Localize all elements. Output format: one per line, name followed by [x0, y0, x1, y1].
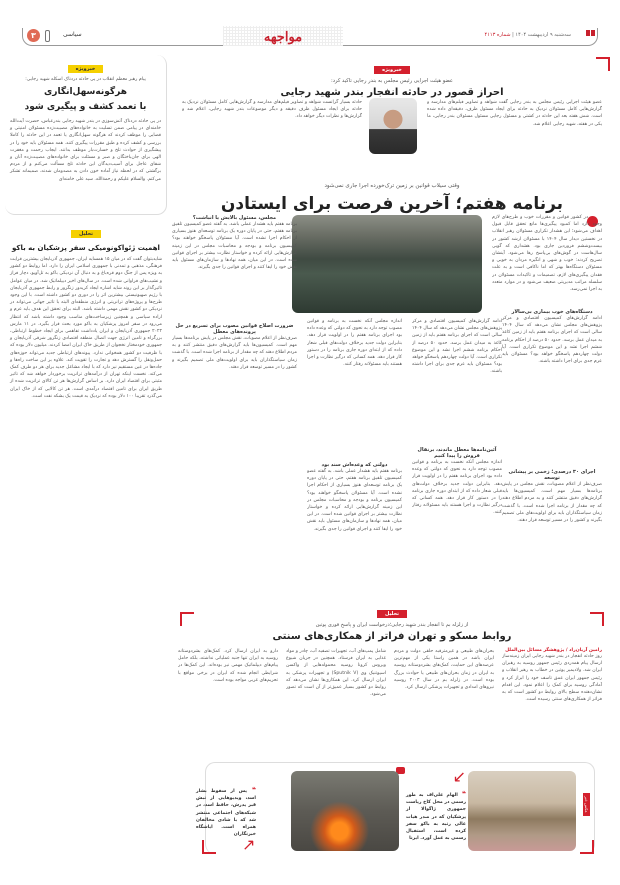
russia-iran-title[interactable]: روابط مسکو و تهران فراتر از همکاری‌های سنتی	[272, 631, 512, 642]
russia-col-2: بحران‌های طبیعی و غیرمترقبه حلقی دولت و مردم ایران باشد در همین راستا یکی از مهم‌ترین عرصه‌های این حمایت، کمک‌های بشردوستانه روسیه به ایران در زمان بحران‌های طبیعی یا حوادث بزرگ بوده است. در زلزله بم در سال ۲۰۰۳ روسیه نیروهای امدادی و تجهیزات پزشکی ارسال کرد.	[394, 649, 494, 691]
subhead-government: دولتی که وعده‌اش سند بود	[321, 462, 388, 468]
top-story-title[interactable]: احراز قصور در حادثه انفجار بندر شهید رجایی	[280, 87, 504, 98]
leader-message-badge: خبرویژه	[68, 65, 104, 73]
russia-col-3: شامل پمپ‌های آب، تجهیزات تصفیه آب، چادر و مواد غذایی به ایران فرستاد. همچنین در جریان شیوع ویروس کرونا روسیه محموله‌هایی از واکسن اسپوتنیک وی (Sputnik V) و تجهیزات پزشکی به ایران ارسال کرد. این همکاری‌ها نشان می‌دهد که روابط دو کشور بسیار عمیق‌تر از آن است که تصور می‌شود.	[286, 649, 386, 698]
main-story-lead: در کشور قوانین و مقررات خوب و طرح‌های لازم وجود دارد اما کمبود پیگیری‌ها مانع تحقق قابل قبول اهداف می‌شود؛ این هشدار تکراری مسئولان رهبر انقلاب در نخستین دیدار سال ۱۴۰۴ با مسئولان ارشد کشور در بیست‌وششم فروردین جاری بود. هشداری که گویی سال‌هاست در گوش‌های بی‌پاسخ رها می‌شود. آینشان تصریح کردند: خوب و شهی و انگیزه مردان به خوبی و مسئولان دستگاه‌ها بهتر که اما ناکافی است و به علت فقدان پیگیری‌های لازم، تصمیمات و تاکیدات مسئولان در سلسله مراتب مدیریتی ضعیف می‌شود و در موارد متعدد به اجرا نمی‌رسد.	[492, 215, 602, 293]
parliament-photo	[292, 215, 482, 313]
russia-col-4: دارو به ایران ارسال کرد. کمک‌های بشردوستانه روسیه به ایران تنها جنبه عملیاتی نداشته، بلکه حامل پیام‌های دیپلماتیک مهمی نیز بوده‌اند. این کمک‌ها در شرایطی انجام شده که ایران در برخی مواقع با تحریم‌های غربی مواجه بوده است.	[178, 649, 278, 683]
baku-analysis-badge: تحلیل	[71, 230, 101, 238]
leader-message-kicker: پیام رهبر معظم انقلاب در پی حادثه دردناک اسکله شهید رجایی:	[25, 77, 146, 82]
issue-date: سه‌شنبه ۹ اردیبهشت ۱۴۰۴ | شماره ۴۱۱۳	[484, 32, 571, 38]
main-col-1b: صرف‌نظر از اعلام مصوبات، نقش مجلس در پایش برنامه‌ها بسیار مهم است. کمیسیون‌ها باید گزارش‌های دقیق منتشر کنند و به مردم اطلاع دهند که چه مقدار از برنامه اجرا شده است. با گذشت زمان سیاستگذاران باید برای اولویت‌های ملی تصمیم بگیرند و کشور را در مسیر توسعه قرار دهند.	[172, 336, 297, 370]
top-story-card	[172, 55, 612, 175]
top-story-badge: خبرویژه	[374, 66, 410, 74]
russia-iran-card	[172, 600, 612, 760]
russia-iran-badge: تحلیل	[377, 610, 407, 618]
leader-message-title-2[interactable]: با تعمد کشف و پیگیری شود	[24, 102, 147, 112]
corner-decoration	[202, 840, 216, 854]
main-col-2b: برنامه هفتم باید هشدار عملی باشد. به گفته عضو کمیسیون تلفیق برنامه هفتم، حتی در پایان دوره یک برنامه توسعه‌ای هنوز بسیاری از احکام اجرا نشده است. آیا مسئولان پاسخگو خواهند بود؟ کمیسیون برنامه و بودجه و محاسبات مجلس در این زمینه گزارش‌هایی ارائه کرده و خواستار نظارت بیشتر بر اجرای قوانین شده است. در این میان، همه نهادها و سازمان‌های مسئول باید نقش خود را ایفا کنند و اجرای قوانین را جدی بگیرند.	[307, 469, 402, 532]
main-col-3: ادامه گزارش‌های کمیسیون اقتصادی و مرکز پژوهش‌های مجلس نشان می‌دهد که سال ۱۴۰۴ سالی است که اجرای برنامه هفتم باید از زمین کاغذ به میدان عمل برسد. حدود ۵۰ درصد از احکام برنامه ششم اجرا نشد و این موضوع تکراری است. آیا دولت چهاردهم پاسخگو خواهد بود؟ مسئولان باید عزم جدی برای اجرا داشته باشند.	[412, 319, 502, 375]
baku-analysis-card	[5, 220, 167, 820]
main-story-title[interactable]: برنامه هفتم؛ آخرین فرصت برای ایستادن	[220, 194, 564, 214]
tomb-photo-caption: ❝ پس از سقوط بشار اسد، ویدیوهایی از تبش قبر پدرش، حافظ اسد، در شبکه‌های اجتماعی منتشر شد که با شادی مخالفان همراه است. ایاشگاه خبرنگاران	[196, 786, 257, 838]
subhead-parliament: مجلس، مسئول بالایش یا انباشت؟	[192, 215, 277, 221]
main-story	[172, 180, 612, 575]
subhead-thirty-percent: اجرای ۳۰ درصدی؛ زخمی بر پیشانی توسعه	[508, 469, 596, 481]
baku-welcome-photo[interactable]	[468, 771, 576, 851]
author-byline: رامین آریان‌راد / پژوهشگر مسائل بین‌الملل	[505, 648, 602, 653]
masthead-logo[interactable]: مواجهه	[223, 26, 343, 46]
photo-news-strip	[196, 762, 595, 854]
leader-message-body: در پی حادثه دردناک آتش‌سوزی در بندر شهید رجایی بندرعباس، حضرت آیت‌الله خامنه‌ای در پیامی ضمن تسلیت به خانواده‌های مصیبت‌زده مسئولان امنیتی و قضایی را موظف کردند که هرگونه سهل‌انگاری یا تعمد در این حادثه را کاملا بررسی و کشف کرده و طبق مقررات پیگیری کنند. همه مسئولان باید خود را در پیشگیری از حوادث تلخ و خسارت‌بار موظف بدانند. ایجاب رحمت و مغفرت الهی برای جان‌باختگان و صبر و مسئلت برای خانواده‌های مصیبت‌زده آنان و شفای عاجل برای آسیب‌دیدگان این حادثه تلخ مسألت می‌کنم و از مردم برگشتی که در لحظه نیاز آماده خون دادن به مصدومان شدند، صمیمانه تشکر می‌کنم. والسلام علیکم و رحمةالله. سید علی خامنه‌ای	[10, 119, 161, 182]
top-story-kicker: عضو هیئت اجرایی رئیس مجلس به بندر رجایی تاکید کرد:	[330, 78, 454, 84]
main-col-3b: اندازه مجلس آنکه نخست به برنامه و قوانین مصوب توجه دارد به نحوی که دولتی که وعده داده بود اجرای برنامه هفتم را در اولویت قرار دهد. بنابراین دولت جدید برخلاف دولت‌های قبلی شعار داده که از ابتدای دوره جاری برنامه را در دستور کار قرار دهد. همه کسانی که درگیر نظارت و اجرا هستند باید مسئولانه رفتار کنند.	[412, 460, 502, 516]
subhead-regulations: آئین‌نامه‌ها معطل ماندند، برنقال فروش را پیدا کنیم	[417, 447, 497, 459]
tomb-fire-photo[interactable]	[291, 771, 399, 851]
russia-iran-kicker: از زلزله بم تا انفجار بندر شهید رجایی؛درخواست ایران و پاسخ فوری پوتین	[315, 622, 469, 628]
main-col-1: برنامه هفتم باید هشدار عملی باشد. به گفته عضو کمیسیون تلفیق برنامه هفتم، حتی در پایان دوره یک برنامه توسعه‌ای هنوز بسیاری از احکام اجرا نشده است. آیا مسئولان پاسخگو خواهند بود؟ کمیسیون برنامه و بودجه و محاسبات مجلس در این زمینه گزارش‌هایی ارائه کرده و خواستار نظارت بیشتر بر اجرای قوانین شده است. در این میان، همه نهادها و سازمان‌های مسئول باید نقش خود را ایفا کنند و اجرای قوانین را جدی بگیرند.	[172, 222, 297, 271]
page-icon	[45, 30, 50, 42]
arrow-up-right-icon: ↗	[242, 835, 256, 854]
photo-news-label: عکس خبر	[583, 793, 590, 816]
corner-decoration	[580, 840, 594, 854]
russia-col-1: روز حادثه انفجار در بندر شهید رجایی ایران زمینه‌ساز ارسال پیام همدردی رئیس جمهور روسیه به رهبران ایران شد. ولادیمیر پوتین در خطاب به رهبر انقلاب و رئیس جمهور ایران عمق تاسف خود را ابراز کرد و آمادگی روسیه برای کمک را اعلام نمود. این اقدام نشان‌دهنده سطح بالای روابط دو کشور است که به فراتر از همکاری‌های سنتی رسیده است.	[502, 654, 602, 703]
corner-decoration	[590, 612, 604, 626]
main-story-kicker: وقتی سیلاب قوانین بر زمین ترک‌خورده اجرا جاری نمی‌شود	[324, 183, 460, 189]
page-number: ۳	[27, 29, 40, 42]
baku-photo-caption: ❝ الهام علی‌اف به طور رسمی در محل کاخ ریاست جمهوری ژاگوالا از پزشکیان که در صدر هیات عالی رتبه به باکو سفر کرده است، استقبال رسمی به عمل آورد. ایرنا	[406, 790, 467, 842]
arrow-down-left-icon: ↙	[452, 767, 466, 786]
subhead-diseases: دستگاه‌های خوب بیماری بی‌سالار	[511, 309, 593, 315]
leader-message-title-1[interactable]: هرگونه‌سهل‌انگاری	[44, 87, 127, 97]
corner-decoration	[596, 57, 610, 71]
corner-decoration	[180, 612, 194, 626]
main-col-4: ادامه گزارش‌های کمیسیون اقتصادی و مرکز پژوهش‌های مجلس نشان می‌دهد که سال ۱۴۰۴ سالی است که اجرای برنامه هفتم باید از زمین کاغذ به میدان عمل برسد. حدود ۵۰ درصد از احکام برنامه ششم اجرا نشد و این موضوع تکراری است. آیا دولت چهاردهم پاسخگو خواهد بود؟ مسئولان باید عزم جدی برای اجرا داشته باشند.	[502, 316, 602, 365]
main-col-2: اندازه مجلس آنکه نخست به برنامه و قوانین مصوب توجه دارد به نحوی که دولتی که وعده داده بود اجرای برنامه هفتم را در اولویت قرار دهد. بنابراین دولت جدید برخلاف دولت‌های قبلی شعار داده که از ابتدای دوره جاری برنامه را در دستور کار قرار دهد. همه کسانی که درگیر نظارت و اجرا هستند باید مسئولانه رفتار کنند.	[307, 319, 402, 368]
page-header	[22, 28, 598, 46]
subhead-reform: ضرورت اصلاح قوانین مصوب برای تسریع در حل پرونده‌های معطل	[175, 323, 294, 335]
official-photo	[369, 98, 417, 154]
baku-analysis-body: شایدبتوان گفت که در میان ۱۵ همسایه ایران، جمهوری آذربایجان بیشترین قرابت فرهنگی، مذهبی و تمدنی با جمهوری اسلامی ایران را دارد. اما روابط دو کشور به ویژه پس از جنگ دوم قره‌باغ و به دنبال آن نزدیکی باکو به تل‌آویو، دچار فراز و نشیب‌های فراوانی شده است. در سال‌های اخیر دیپلماتیک شد. در میان عوامل تاثیرگذار بر این روند شاید اشاره ایجاد کریدور زنگزور و رابط جمهوری آذربایجان با رژیم صهیونیستی بیشترین اثر را در دوری دو کشور داشته است. با این وجود طرح‌ها و پروژه‌های ترانزیتی و انرژی منطقه‌ای البته با تاثیر جهانی می‌تواند در نزدیکی دو کشور نقش مهمی داشته باشد. البته برای تحقق این هدف باید عزم و اراده سیاسی و همچنین زیرساخت‌های مناسب وجود داشته باشد که انتظار می‌رود در سفر امروز پزشکیان به باکو مورد بحث قرار بگیرد. در ۱۱ مارس ۲۰۲۲ جمهوری آذربایجان و ایران یادداشت تفاهمی برای ایجاد خطوط ارتباطی، بزرگراه و تامین انرژی جهت اتصال منطقه اقتصادی زنگزور شرقی آذربایجان و جمهوری خودمختار نخجوان از طریق خاک ایران امضا کردند. میلیون دلار بوده که با ظرفیت دو کشور همخوانی ندارد. پیوندهای ارتباطی جدید می‌تواند حوزه‌های حمل‌ونقل را گسترش دهد و تجارت را تقویت کند. علاوه بر این ساخت راه‌ها و جاده‌ها در عین مستقیم نیز دارد که با ایجاد مشاغل جدید برای هر دو طرف کمک می‌کند. نخست اینکه تهران از درآمدهای ترانزیت برخوردار خواهد شد که تاثیر مثبتی برای اقتصاد ایران دارد. بر اساس گزارش‌ها هر تن کالای ترانزیت شده از طریق ایران برای تامین اقتصاد درآمدی است. هر تن کالایی که از خاک ایران می‌گذرد تقریبا ۱۰۰ دلار بوده که نزدیک به قیمت یک بشکه نفت است.	[9, 257, 162, 399]
section-label: سیاسی	[63, 31, 82, 38]
top-story-body-right: عضو هیئت اجرایی رئیس مجلس به بندر رجایی گفت شواهد و تصاویر فیلم‌های مدارسه و گزارش‌هایی کامل مسئولان نزدیک به حادثه برای ایجاد مسئول ظرف، دقیقه‌ای داده شده است. شش هفته بعد این حادثه در کشتی و مسئول رجایی مسئول مسئولان بندر رجایی، ما یکی در هفته، شهید رجایی اعلام شد.	[427, 100, 602, 127]
main-col-4b: صرف‌نظر از اعلام مصوبات، نقش مجلس در پایش برنامه‌ها بسیار مهم است. کمیسیون‌ها باید گزارش‌های دقیق منتشر کنند و به مردم اطلاع دهند که چه مقدار از برنامه اجرا شده است. با گذشت زمان سیاستگذاران باید برای اولویت‌های ملی تصمیم بگیرند و کشور را در مسیر توسعه قرار دهند.	[502, 482, 602, 524]
top-story-body-left: حادثه بسیار گرانست شواهد و تصاویر فیلم‌های مدارسه و گزارش‌هایی کامل مسئولان نزدیک به حادثه برای ایجاد مسئول ظرف دقیقه و دیگر موضوعات بندر شهید رجایی، اعلام شد و گزارش‌ها و نظرات دیگر خواهد داد.	[182, 100, 362, 120]
newspaper-logo-icon	[583, 30, 595, 43]
baku-analysis-title[interactable]: اهمیت ژئواکونومیکی سفر پزشکیان به باکو	[12, 244, 160, 252]
leader-message-card	[5, 55, 167, 215]
